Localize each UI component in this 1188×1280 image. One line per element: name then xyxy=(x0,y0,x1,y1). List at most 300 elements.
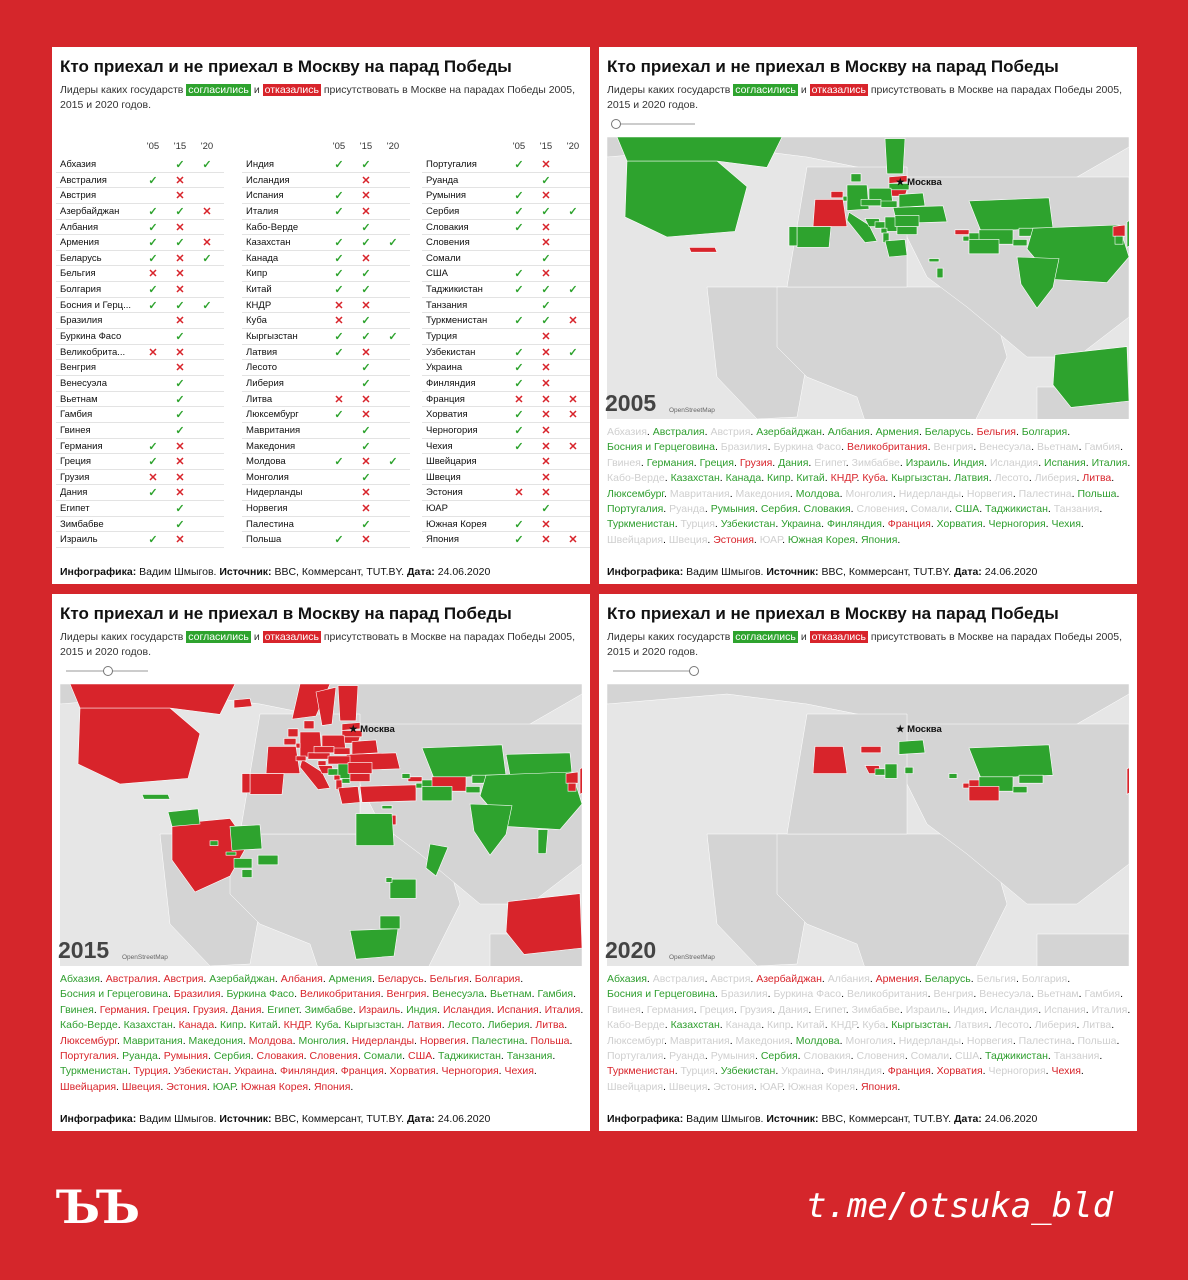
country-name: Армения xyxy=(60,237,100,249)
country-list-item: Черногория xyxy=(441,1065,499,1078)
country-name: Португалия xyxy=(426,159,477,170)
country-name: Болгария xyxy=(60,284,102,296)
country-list-item: Чехия xyxy=(1051,518,1081,531)
country-region[interactable] xyxy=(356,814,394,846)
country-region[interactable] xyxy=(580,764,582,794)
country-list-item: Словения xyxy=(309,1050,358,1063)
country-region[interactable] xyxy=(422,786,452,800)
slider-track[interactable] xyxy=(613,123,695,125)
cross-icon: ✕ xyxy=(541,221,551,234)
country-region[interactable] xyxy=(382,806,392,809)
country-name: Литва xyxy=(246,393,273,405)
country-name: Вьетнам xyxy=(60,393,98,405)
country-region[interactable] xyxy=(328,769,338,775)
country-list-item: Норвегия xyxy=(966,487,1013,500)
country-list-item: Италия xyxy=(544,1003,581,1016)
country-list-item: Куба xyxy=(862,472,886,485)
check-icon: ✓ xyxy=(388,237,398,250)
country-list-item: Лесото xyxy=(447,1019,482,1032)
check-icon: ✓ xyxy=(334,159,344,171)
country-list-item: Дания xyxy=(231,1003,262,1016)
country-list-item: Япония xyxy=(860,533,898,546)
table-row xyxy=(242,392,410,408)
cross-icon: ✕ xyxy=(541,440,551,453)
country-region[interactable] xyxy=(568,783,576,791)
country-region[interactable] xyxy=(288,729,298,737)
country-list-item: Танзания xyxy=(1053,503,1100,516)
table-row xyxy=(56,235,224,251)
country-list-item: Япония xyxy=(313,1080,351,1093)
country-region[interactable] xyxy=(168,809,200,827)
table-row xyxy=(422,282,590,298)
country-region[interactable] xyxy=(813,746,847,773)
country-region[interactable] xyxy=(380,916,400,929)
cross-icon: ✕ xyxy=(514,393,524,406)
country-region[interactable] xyxy=(234,698,252,708)
country-region[interactable] xyxy=(949,774,957,779)
country-list-item: Грузия xyxy=(739,1003,773,1016)
country-list-item: Вьетнам xyxy=(490,988,532,1001)
country-region[interactable] xyxy=(566,772,578,783)
country-name: Лесото xyxy=(246,362,277,374)
country-list-item: Сомали xyxy=(910,503,950,516)
country-region[interactable] xyxy=(328,756,350,764)
country-region[interactable] xyxy=(1115,236,1123,244)
country-region[interactable] xyxy=(899,740,925,754)
country-region[interactable] xyxy=(847,185,869,211)
country-region[interactable] xyxy=(538,830,548,854)
country-region[interactable] xyxy=(348,762,372,773)
country-name: Южная Корея xyxy=(426,518,487,530)
cross-icon: ✕ xyxy=(175,346,185,359)
country-name: Кабо-Верде xyxy=(246,221,299,233)
country-list-item: Албания xyxy=(280,973,323,985)
country-list-item: Нидерланды xyxy=(898,1034,962,1047)
country-list-item: Дания xyxy=(778,456,809,469)
footer-label: Инфографика: xyxy=(60,566,137,578)
country-region[interactable] xyxy=(230,825,262,851)
check-icon: ✓ xyxy=(148,456,158,469)
country-region[interactable] xyxy=(897,227,917,235)
table-header xyxy=(422,139,590,157)
cross-icon: ✕ xyxy=(175,440,185,453)
footer-source: BBC, Коммерсант, TUT.BY. xyxy=(821,566,952,578)
moscow-label-text: Москва xyxy=(907,724,942,735)
country-list-item: Узбекистан xyxy=(173,1065,229,1078)
cross-icon: ✕ xyxy=(541,159,551,171)
country-list-item: Руанда xyxy=(669,1050,705,1063)
country-list-item: Нидерланды xyxy=(898,487,962,500)
country-list-item: Танзания xyxy=(1053,1050,1100,1063)
table-row xyxy=(56,485,224,501)
subtitle-text-end: присутствовать в Москве на парадах Победы 2005, 2015 и 2020 годов. xyxy=(607,84,1122,111)
country-list-item: Либерия xyxy=(487,1019,530,1032)
country-list-item: КНДР xyxy=(283,1019,310,1032)
country-region[interactable] xyxy=(422,745,506,779)
country-region[interactable] xyxy=(689,247,717,252)
table-row xyxy=(242,220,410,236)
country-list-item: Зимбабве xyxy=(304,1003,353,1016)
footer-label: Источник: xyxy=(766,566,819,578)
country-list-item: Литва xyxy=(1082,1019,1112,1032)
country-region[interactable] xyxy=(969,745,1053,779)
country-list-item: Казахстан xyxy=(123,1019,173,1032)
country-region[interactable] xyxy=(386,878,392,883)
country-list-item: Босния и Герцеговина xyxy=(607,988,715,1001)
year-label: 2005 xyxy=(605,390,657,416)
country-region[interactable] xyxy=(390,879,416,898)
table-column xyxy=(56,139,224,548)
country-name: Палестина xyxy=(246,518,294,530)
country-list-item: Кабо-Верде xyxy=(607,472,665,485)
country-region[interactable] xyxy=(1019,775,1043,783)
country-list-item: Австралия xyxy=(652,973,705,985)
table-row xyxy=(422,329,590,345)
country-region[interactable] xyxy=(1127,217,1129,247)
table-row xyxy=(242,157,410,173)
subtitle-and: и xyxy=(253,631,260,643)
cross-icon: ✕ xyxy=(361,487,371,500)
country-region[interactable] xyxy=(899,193,925,207)
country-list-item: Греция xyxy=(699,456,734,469)
year-label: 2015 xyxy=(58,937,110,963)
country-name: Люксембург xyxy=(246,409,299,421)
country-list-item: Испания xyxy=(1044,456,1086,469)
country-list-item: Хорватия xyxy=(389,1065,436,1078)
check-icon: ✓ xyxy=(541,503,551,516)
table-row xyxy=(242,251,410,267)
check-icon: ✓ xyxy=(361,424,371,437)
country-name: Израиль xyxy=(60,534,98,546)
cross-icon: ✕ xyxy=(175,315,185,328)
country-list-item: Нидерланды xyxy=(351,1034,415,1047)
country-region[interactable] xyxy=(258,855,278,865)
country-region[interactable] xyxy=(78,708,200,784)
country-region[interactable] xyxy=(506,753,572,775)
table-row xyxy=(422,298,590,314)
country-region[interactable] xyxy=(250,774,284,795)
country-list-item: Монголия xyxy=(298,1034,346,1047)
country-name: Либерия xyxy=(246,377,284,389)
country-name: Бельгия xyxy=(60,268,96,280)
country-region[interactable] xyxy=(266,746,300,773)
country-name: Сербия xyxy=(426,205,460,217)
country-list-item: Испания xyxy=(497,1003,539,1016)
check-icon: ✓ xyxy=(514,518,524,531)
country-name: Словакия xyxy=(426,221,469,233)
country-list-item: Китай xyxy=(249,1019,278,1032)
country-region[interactable] xyxy=(142,794,170,799)
country-list-item: Беларусь xyxy=(924,426,971,438)
country-list-item: Египет xyxy=(814,456,846,469)
country-region[interactable] xyxy=(625,161,747,237)
country-list-item: Болгария xyxy=(474,973,521,985)
table-row xyxy=(242,439,410,455)
chart-title: Кто приехал и не приехал в Москву на парад Победы xyxy=(607,604,1059,623)
country-name: Гамбия xyxy=(60,409,93,421)
country-list-item: Молдова xyxy=(795,1034,840,1047)
country-region[interactable] xyxy=(843,196,847,201)
chart-title: Кто приехал и не приехал в Москву на парад Победы xyxy=(60,604,512,623)
country-list-item: Руанда xyxy=(669,503,705,516)
country-region[interactable] xyxy=(284,738,296,744)
check-icon: ✓ xyxy=(541,174,551,187)
cross-icon: ✕ xyxy=(361,393,371,406)
country-region[interactable] xyxy=(929,259,939,262)
channel-handle[interactable]: t.me/otsuka_bld xyxy=(806,1186,1114,1226)
country-list-item: Словакия xyxy=(803,1050,851,1063)
subtitle-text: Лидеры каких государств xyxy=(607,631,731,643)
country-list-item: Абхазия xyxy=(60,973,100,985)
subtitle-text-end: присутствовать в Москве на парадах Победы 2005, 2015 и 2020 годов. xyxy=(60,84,575,111)
country-list-item: Гамбия xyxy=(537,988,574,1001)
table-row xyxy=(422,392,590,408)
country-list-item: Австрия xyxy=(710,973,751,985)
slider-handle[interactable] xyxy=(689,666,699,676)
country-list-item: Турция xyxy=(680,1065,715,1078)
footer-author: Вадим Шмыгов. xyxy=(139,566,217,578)
country-list-item: Венгрия xyxy=(933,441,974,454)
country-region[interactable] xyxy=(334,775,340,780)
country-region[interactable] xyxy=(350,929,398,959)
cross-icon: ✕ xyxy=(541,346,551,359)
brand-logo: ЪЪ xyxy=(56,1180,137,1234)
country-list-item: Швеция xyxy=(668,1080,708,1093)
cross-icon: ✕ xyxy=(361,299,371,312)
country-list-item: Польша xyxy=(1077,487,1117,500)
table-row xyxy=(422,188,590,204)
country-list-item: Бельгия xyxy=(976,973,1016,985)
country-region[interactable] xyxy=(242,870,252,878)
country-region[interactable] xyxy=(334,748,350,754)
country-list-item: Азербайджан xyxy=(209,973,275,985)
country-list-item: Бельгия xyxy=(976,426,1016,438)
country-list-item: Польша xyxy=(530,1034,570,1047)
country-list-item: Туркменистан xyxy=(60,1065,128,1078)
country-name: Куба xyxy=(246,315,267,327)
year-slider[interactable] xyxy=(62,666,152,676)
check-icon: ✓ xyxy=(175,331,185,344)
country-list-item: Узбекистан xyxy=(720,1065,776,1078)
country-region[interactable] xyxy=(813,199,847,226)
country-region[interactable] xyxy=(969,786,999,800)
country-region[interactable] xyxy=(885,764,897,778)
cross-icon: ✕ xyxy=(568,409,578,422)
country-region[interactable] xyxy=(861,746,881,752)
check-icon: ✓ xyxy=(334,205,344,218)
country-region[interactable] xyxy=(1053,347,1129,408)
check-icon: ✓ xyxy=(334,190,344,203)
table-row xyxy=(422,251,590,267)
table-row xyxy=(56,439,224,455)
year-slider[interactable] xyxy=(609,119,699,129)
country-name: Буркина Фасо xyxy=(60,331,122,343)
slider-track[interactable] xyxy=(613,670,695,672)
country-region[interactable] xyxy=(1113,225,1125,236)
country-name: Испания xyxy=(246,190,284,202)
country-region[interactable] xyxy=(895,215,919,226)
country-list-item: Македония xyxy=(188,1034,243,1047)
country-list-item: Эстония xyxy=(166,1080,207,1093)
country-list-item: Грузия xyxy=(739,456,773,469)
country-region[interactable] xyxy=(338,686,358,721)
country-region[interactable] xyxy=(308,753,330,759)
table-row xyxy=(56,266,224,282)
country-region[interactable] xyxy=(861,199,881,205)
country-list-item: Исландия xyxy=(989,1003,1039,1016)
country-region[interactable] xyxy=(352,740,378,754)
country-list-item: Украина xyxy=(781,518,822,531)
country-list-item: Франция xyxy=(887,1065,931,1078)
country-region[interactable] xyxy=(831,191,843,197)
country-list-item: Румыния xyxy=(163,1050,208,1063)
country-region[interactable] xyxy=(851,174,861,182)
cross-icon: ✕ xyxy=(175,268,185,281)
table-row xyxy=(242,454,410,470)
country-list-item: Венгрия xyxy=(933,988,974,1001)
footer-date: 24.06.2020 xyxy=(437,566,491,578)
country-region[interactable] xyxy=(296,743,300,748)
country-region[interactable] xyxy=(350,774,370,782)
country-name: Индия xyxy=(246,159,275,170)
cross-icon: ✕ xyxy=(202,205,212,218)
country-list-item: Таджикистан xyxy=(438,1050,501,1063)
country-region[interactable] xyxy=(955,230,969,235)
country-list-item: Азербайджан xyxy=(756,973,822,985)
country-region[interactable] xyxy=(296,756,306,761)
check-icon: ✓ xyxy=(514,268,524,281)
country-list-item: Лесото xyxy=(994,472,1029,485)
table-row xyxy=(422,532,590,548)
year-header: '15 xyxy=(173,141,187,152)
cross-icon: ✕ xyxy=(541,534,551,547)
country-region[interactable] xyxy=(885,139,905,174)
country-region[interactable] xyxy=(226,852,236,855)
footer-label: Инфографика: xyxy=(60,1113,137,1125)
country-list-item: Южная Корея xyxy=(787,533,856,546)
country-region[interactable] xyxy=(1013,786,1027,792)
table-row xyxy=(422,376,590,392)
country-list-item: Латвия xyxy=(407,1019,442,1032)
country-list-item: Бразилия xyxy=(720,441,768,454)
refused-tag: отказались xyxy=(264,631,319,643)
country-list-item: Австрия xyxy=(163,973,204,985)
check-icon: ✓ xyxy=(175,237,185,250)
country-region[interactable] xyxy=(466,786,480,792)
country-region[interactable] xyxy=(242,774,250,793)
table-row xyxy=(242,329,410,345)
country-list-item: Либерия xyxy=(1034,1019,1077,1032)
country-region[interactable] xyxy=(314,746,334,752)
country-region[interactable] xyxy=(885,239,907,257)
country-list-item: Казахстан xyxy=(670,1019,720,1032)
cross-icon: ✕ xyxy=(541,331,551,344)
check-icon: ✓ xyxy=(514,221,524,234)
chart-title: Кто приехал и не приехал в Москву на парад Победы xyxy=(607,57,1059,76)
country-region[interactable] xyxy=(402,774,410,779)
country-region[interactable] xyxy=(875,769,885,775)
country-list-item: Сомали xyxy=(910,1050,950,1063)
country-name: Египет xyxy=(60,503,90,515)
country-region[interactable] xyxy=(210,841,218,846)
country-name: Италия xyxy=(246,205,279,217)
country-list-item: Сомали xyxy=(363,1050,403,1063)
slider-handle[interactable] xyxy=(611,119,621,129)
table-row xyxy=(422,360,590,376)
country-region[interactable] xyxy=(969,239,999,253)
country-region[interactable] xyxy=(506,894,582,955)
table-row xyxy=(242,266,410,282)
country-region[interactable] xyxy=(881,201,897,207)
year-slider[interactable] xyxy=(609,666,699,676)
country-region[interactable] xyxy=(969,198,1053,232)
country-name: Румыния xyxy=(426,190,467,202)
country-region[interactable] xyxy=(797,227,831,248)
country-name: Греция xyxy=(60,456,92,468)
table-column xyxy=(422,139,590,548)
cross-icon: ✕ xyxy=(175,534,185,547)
country-region[interactable] xyxy=(342,778,350,783)
country-list-item: Швейцария xyxy=(607,533,664,546)
check-icon: ✓ xyxy=(361,221,371,234)
country-list-item: Азербайджан xyxy=(756,426,822,438)
country-name: Германия xyxy=(60,440,103,452)
slider-handle[interactable] xyxy=(103,666,113,676)
country-name: Кипр xyxy=(246,268,268,280)
table-row xyxy=(422,439,590,455)
table-row xyxy=(242,188,410,204)
country-region[interactable] xyxy=(1013,239,1027,245)
country-list-item: Финляндия xyxy=(827,518,882,531)
table-row xyxy=(242,360,410,376)
cross-icon: ✕ xyxy=(361,346,371,359)
country-list-item: Кабо-Верде xyxy=(607,1019,665,1032)
country-region[interactable] xyxy=(338,786,360,804)
country-region[interactable] xyxy=(304,721,314,729)
table-row xyxy=(56,173,224,189)
country-region[interactable] xyxy=(360,785,416,803)
refused-tag: отказались xyxy=(811,84,866,96)
country-list-item: США xyxy=(954,503,980,516)
country-region[interactable] xyxy=(905,767,913,773)
country-list-item: Хорватия xyxy=(936,1065,983,1078)
table-row xyxy=(242,345,410,361)
country-name: Венесуэла xyxy=(60,377,108,389)
check-icon: ✓ xyxy=(361,237,371,250)
country-region[interactable] xyxy=(1127,764,1129,794)
check-icon: ✓ xyxy=(514,377,524,390)
country-region[interactable] xyxy=(318,761,326,766)
check-icon: ✓ xyxy=(175,409,185,422)
footer-author: Вадим Шмыгов. xyxy=(139,1113,217,1125)
country-list-item: Румыния xyxy=(710,1050,755,1063)
country-list-item: США xyxy=(407,1050,433,1063)
country-region[interactable] xyxy=(875,222,885,228)
table-row xyxy=(242,407,410,423)
table-row xyxy=(56,329,224,345)
cross-icon: ✕ xyxy=(541,190,551,203)
country-region[interactable] xyxy=(937,268,943,278)
country-name: ЮАР xyxy=(426,503,448,515)
country-region[interactable] xyxy=(881,228,887,233)
country-region[interactable] xyxy=(789,227,797,246)
country-name: США xyxy=(426,268,448,280)
country-region[interactable] xyxy=(234,858,252,868)
year-header: '05 xyxy=(146,141,160,152)
check-icon: ✓ xyxy=(361,362,371,375)
table-row xyxy=(242,235,410,251)
country-name: Нидерланды xyxy=(246,487,303,499)
